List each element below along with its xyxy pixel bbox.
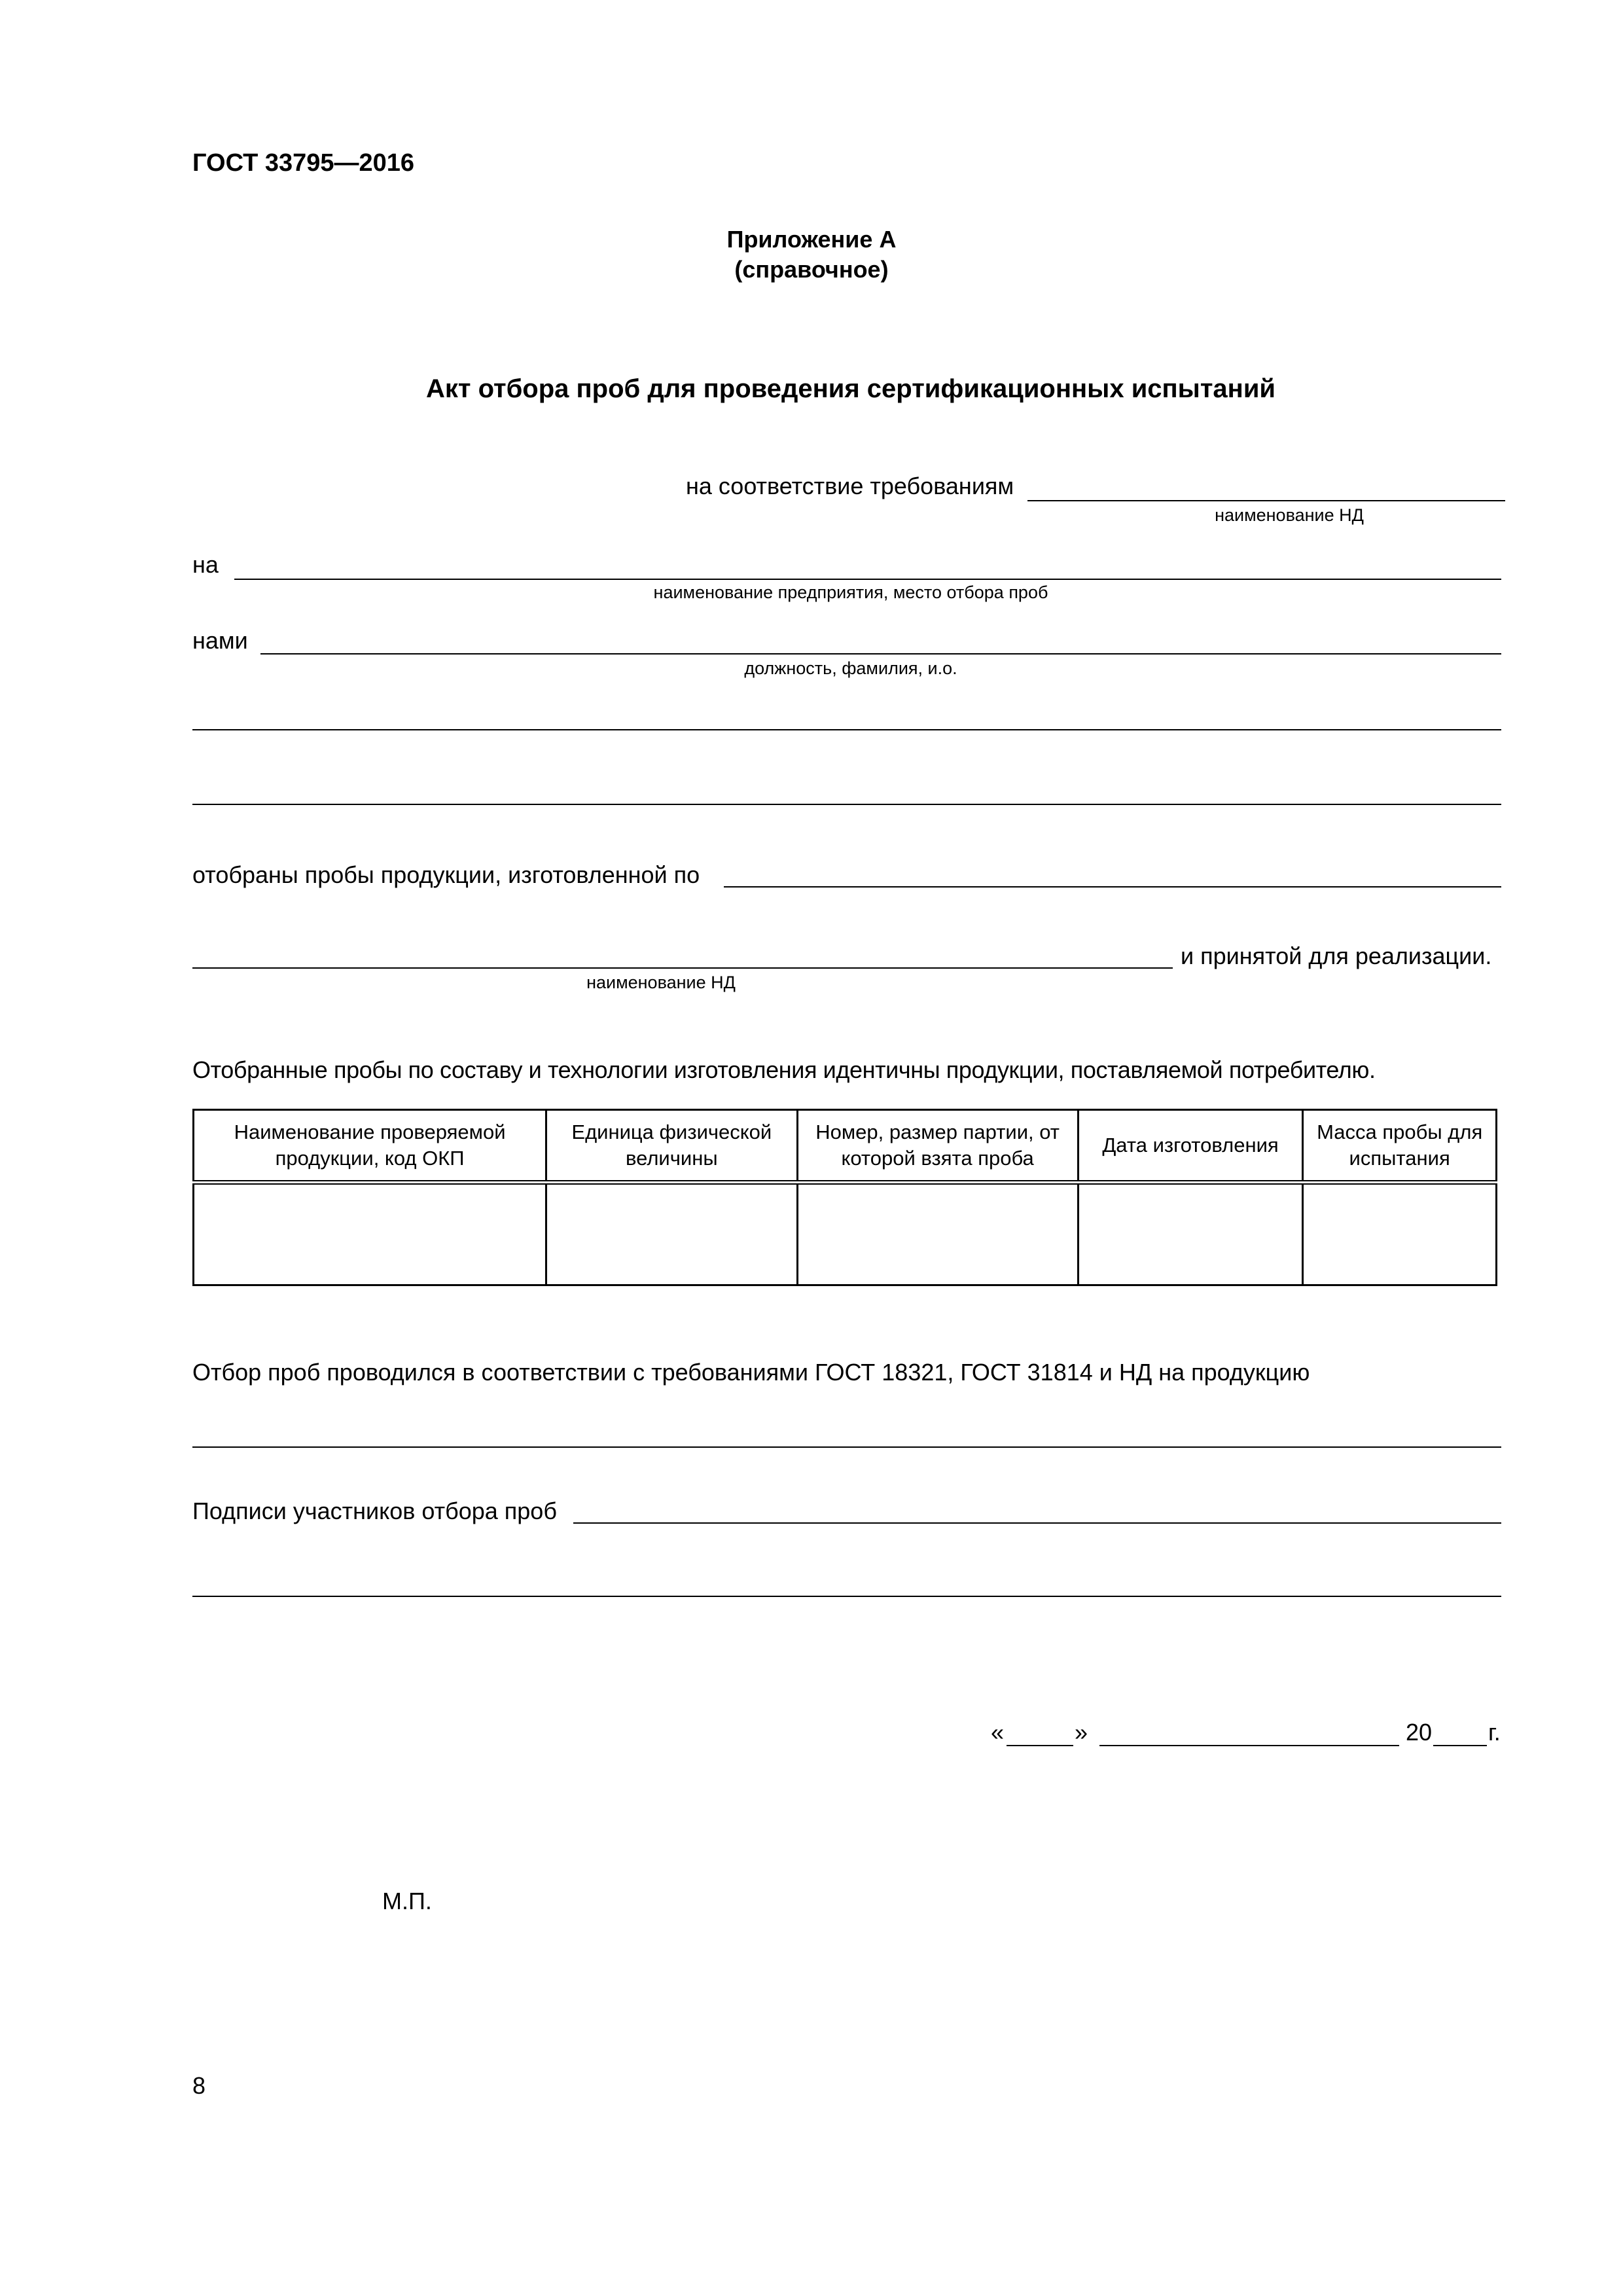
document-code: ГОСТ 33795—2016 — [192, 149, 415, 177]
compliance-field[interactable] — [1027, 500, 1505, 501]
table-header-row — [194, 1110, 1497, 1183]
signatures-field[interactable] — [573, 1522, 1501, 1524]
date-close-quote: » — [1075, 1719, 1088, 1746]
by-label: нами — [192, 627, 248, 654]
standards-statement: Отбор проб проводился в соответствии с требованиями ГОСТ 18321, ГОСТ 31814 и НД на продукцию — [192, 1359, 1310, 1386]
page-number: 8 — [192, 2072, 206, 2099]
act-title: Акт отбора проб для проведения сертификационных испытаний — [425, 374, 1276, 403]
column-header-mass: Масса пробы для испытания — [1303, 1110, 1497, 1183]
accepted-label: и принятой для реализации. — [1181, 942, 1492, 969]
identity-statement: Отобранные пробы по составу и технологии изготовления идентичны продукции, поставляемой потребителю. — [192, 1056, 1376, 1083]
column-header-product: Наименование проверяемой продукции, код ОКП — [194, 1110, 546, 1183]
compliance-label: на соответствие требованиям — [686, 473, 1014, 499]
stamp-label: М.П. — [382, 1888, 432, 1914]
standards-field[interactable] — [192, 1446, 1501, 1448]
column-header-unit: Единица физической величины — [546, 1110, 797, 1183]
compliance-caption: наименование НД — [1215, 505, 1364, 525]
cell-unit[interactable] — [546, 1183, 797, 1285]
at-field[interactable] — [234, 579, 1501, 580]
signatures-label: Подписи участников отбора проб — [192, 1498, 557, 1524]
samples-table — [192, 1109, 1497, 1286]
by-caption: должность, фамилия, и.о. — [744, 658, 957, 678]
blank-line-1[interactable] — [192, 729, 1501, 730]
date-month-field[interactable] — [1099, 1745, 1399, 1746]
date-year-suffix: г. — [1488, 1719, 1501, 1746]
nd-field[interactable] — [192, 967, 1173, 969]
date-year-prefix: 20 — [1406, 1719, 1433, 1746]
cell-mass[interactable] — [1303, 1183, 1497, 1285]
table-row — [194, 1183, 1497, 1285]
at-label: на — [192, 551, 219, 578]
cell-batch[interactable] — [797, 1183, 1078, 1285]
by-field[interactable] — [260, 653, 1501, 655]
blank-line-2[interactable] — [192, 804, 1501, 805]
date-year-field[interactable] — [1433, 1745, 1487, 1746]
cell-date[interactable] — [1078, 1183, 1303, 1285]
samples-label: отобраны пробы продукции, изготовленной по — [192, 861, 700, 888]
appendix-title: Приложение А — [726, 226, 897, 253]
signatures-field-2[interactable] — [192, 1596, 1501, 1597]
date-open-quote: « — [991, 1719, 1005, 1746]
nd-caption: наименование НД — [586, 973, 736, 992]
date-day-field[interactable] — [1007, 1745, 1073, 1746]
at-caption: наименование предприятия, место отбора проб — [653, 583, 1048, 602]
samples-field[interactable] — [724, 886, 1501, 888]
column-header-batch: Номер, размер партии, от которой взята проба — [797, 1110, 1078, 1183]
column-header-date: Дата изготовления — [1078, 1110, 1303, 1183]
cell-product[interactable] — [194, 1183, 546, 1285]
appendix-subtitle: (справочное) — [734, 256, 889, 283]
